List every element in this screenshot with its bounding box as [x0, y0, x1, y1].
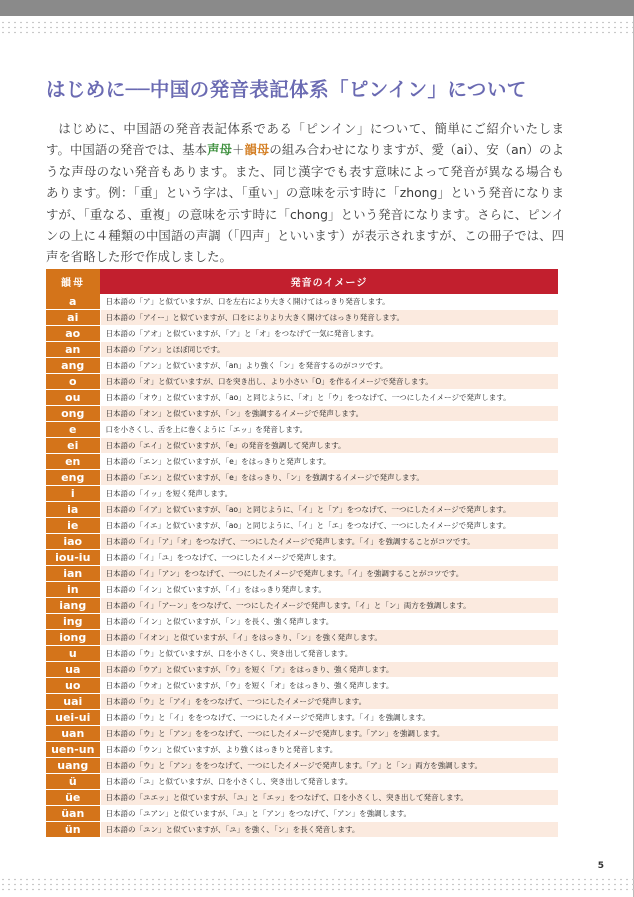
- yunmu-cell: ün: [46, 822, 100, 838]
- decorative-dots-bottom: [0, 877, 634, 891]
- pronunciation-cell: 日本語の「エイ」と似ていますが、「e」の発音を強調して発声します。: [100, 438, 558, 454]
- table-row: [46, 694, 558, 710]
- yunmu-cell: ua: [46, 662, 100, 678]
- pronunciation-cell: 日本語の「ア」と似ていますが、口を左右により大きく開けてはっきり発音します。: [100, 294, 558, 310]
- pronunciation-cell: 口を小さくし、舌を上に巻くように「エッ」を発音します。: [100, 422, 558, 438]
- table-row: [46, 374, 558, 390]
- table-row: [46, 726, 558, 742]
- yunmu-cell: uang: [46, 758, 100, 774]
- pronunciation-cell: 日本語の「ウ」と「イ」ををつなげて、一つにしたイメージで発声します。「イ」を強調します。: [100, 710, 558, 726]
- table-row: [46, 710, 558, 726]
- pronunciation-cell: 日本語の「ユエッ」と似ていますが、「ユ」と「エッ」をつなげて、口を小さくし、突き出して発音します。: [100, 790, 558, 806]
- table-row: [46, 614, 558, 630]
- pronunciation-cell: 日本語の「イッ」を短く発声します。: [100, 486, 558, 502]
- page-title: はじめに──中国の発音表記体系「ピンイン」について: [46, 78, 527, 101]
- table-row: [46, 790, 558, 806]
- pronunciation-cell: 日本語の「ユン」と似ていますが、「ユ」を強く、「ン」を長く発音します。: [100, 822, 558, 838]
- plus-sign: ＋: [232, 142, 245, 158]
- table-row: [46, 774, 558, 790]
- yunmu-cell: ong: [46, 406, 100, 422]
- yunmu-cell: ai: [46, 310, 100, 326]
- table-row: [46, 742, 558, 758]
- intro-text-2: の組み合わせになりますが、愛（ai）、安（an）のような声母のない発音もあります。また、同じ漢字でも表す意味によって発音が異なる場合もあります。例：「重」という字は、「重い」の意味を示す時に「zhong」という発音になりますが、「重なる、重複」の意味を示す時に「chong」という発音になります。さらに、ピンインの上に４種類の中国語の声調（「四声」といいます）が表示されますが、この冊子では、四声を省略した形で作成しました。: [46, 142, 565, 265]
- pronunciation-cell: 日本語の「ウオ」と似ていますが、「ウ」を短く「オ」をはっきり、強く発声します。: [100, 678, 558, 694]
- yunmu-cell: uen-un: [46, 742, 100, 758]
- table-row: [46, 758, 558, 774]
- pronunciation-cell: 日本語の「ウ」と「アン」ををつなげて、一つにしたイメージで発声します。「アン」を強調します。: [100, 726, 558, 742]
- pronunciation-cell: 日本語の「ユ」と似ていますが、口を小さくし、突き出して発音します。: [100, 774, 558, 790]
- pronunciation-cell: 日本語の「イン」と似ていますが、「イ」をはっきり発声します。: [100, 582, 558, 598]
- yunmu-term: 韻母: [244, 142, 270, 158]
- yunmu-cell: an: [46, 342, 100, 358]
- pronunciation-cell: 日本語の「イア」と似ていますが、「ao」と同じように、「イ」と「ア」をつなげて、一つにしたイメージで発声します。: [100, 502, 558, 518]
- intro-paragraph: [46, 118, 564, 268]
- yunmu-cell: en: [46, 454, 100, 470]
- table-row: [46, 534, 558, 550]
- table-row: [46, 358, 558, 374]
- yunmu-cell: ou: [46, 390, 100, 406]
- pronunciation-cell: 日本語の「エン」と似ていますが、「e」をはっきり、「ン」を強調するイメージで発声します。: [100, 470, 558, 486]
- table-row: [46, 646, 558, 662]
- table-row: [46, 390, 558, 406]
- yunmu-cell: e: [46, 422, 100, 438]
- yunmu-cell: ian: [46, 566, 100, 582]
- table-row: [46, 566, 558, 582]
- decorative-dots-top: [0, 20, 634, 34]
- table-row: [46, 582, 558, 598]
- yunmu-cell: iong: [46, 630, 100, 646]
- yunmu-cell: üan: [46, 806, 100, 822]
- page-number: 5: [597, 861, 604, 871]
- table-row: [46, 454, 558, 470]
- table-row: [46, 598, 558, 614]
- yunmu-cell: uo: [46, 678, 100, 694]
- pronunciation-cell: 日本語の「オウ」と似ていますが、「ao」と同じように、「オ」と「ウ」をつなげて、一つにしたイメージで発声します。: [100, 390, 558, 406]
- table-row: [46, 502, 558, 518]
- table-row: [46, 310, 558, 326]
- table-header-row: [46, 269, 558, 294]
- table-row: [46, 822, 558, 838]
- yunmu-cell: a: [46, 294, 100, 310]
- yunmu-cell: ei: [46, 438, 100, 454]
- yunmu-cell: ia: [46, 502, 100, 518]
- table-row: [46, 662, 558, 678]
- table-row: [46, 406, 558, 422]
- yunmu-cell: in: [46, 582, 100, 598]
- yunmu-cell: uan: [46, 726, 100, 742]
- pronunciation-cell: 日本語の「オ」と似ていますが、口を突き出し、より小さい「O」を作るイメージで発音します。: [100, 374, 558, 390]
- pronunciation-cell: 日本語の「ウ」と「アン」ををつなげて、一つにしたイメージで発声します。「ア」と「ン」両方を強調します。: [100, 758, 558, 774]
- top-band: [0, 0, 634, 16]
- yunmu-cell: i: [46, 486, 100, 502]
- header-yunmu: 韻母: [46, 269, 100, 294]
- pronunciation-cell: 日本語の「イ」「アン」をつなげて、一つにしたイメージで発声します。「イ」を強調することがコツです。: [100, 566, 558, 582]
- table-row: [46, 470, 558, 486]
- table-row: [46, 630, 558, 646]
- pronunciation-cell: 日本語の「ウン」と似ていますが、より強くはっきりと発音します。: [100, 742, 558, 758]
- yunmu-cell: iang: [46, 598, 100, 614]
- table-body: [46, 294, 558, 838]
- pronunciation-cell: 日本語の「イ」「ア」「オ」をつなげて、一つにしたイメージで発声します。「イ」を強調することがコツです。: [100, 534, 558, 550]
- pronunciation-cell: 日本語の「オン」と似ていますが、「ン」を強調するイメージで発声します。: [100, 406, 558, 422]
- yunmu-cell: eng: [46, 470, 100, 486]
- table-row: [46, 438, 558, 454]
- table-row: [46, 678, 558, 694]
- pronunciation-cell: 日本語の「ウ」と似ていますが、口を小さくし、突き出して発音します。: [100, 646, 558, 662]
- pronunciation-cell: 日本語の「アイー」と似ていますが、口をによりより大きく開けてはっきり発音します。: [100, 310, 558, 326]
- table-row: [46, 294, 558, 310]
- pronunciation-cell: 日本語の「ウ」と「アイ」ををつなげて、一つにしたイメージで発声します。: [100, 694, 558, 710]
- yunmu-cell: ang: [46, 358, 100, 374]
- yunmu-cell: üe: [46, 790, 100, 806]
- yunmu-cell: iou-iu: [46, 550, 100, 566]
- pronunciation-cell: 日本語の「ユアン」と似ていますが、「ユ」と「アン」をつなげて、「アン」を強調します。: [100, 806, 558, 822]
- table-row: [46, 422, 558, 438]
- yunmu-cell: u: [46, 646, 100, 662]
- table-row: [46, 486, 558, 502]
- yunmu-cell: ü: [46, 774, 100, 790]
- pronunciation-cell: 日本語の「エン」と似ていますが、「e」をはっきりと発声します。: [100, 454, 558, 470]
- pronunciation-cell: 日本語の「イ」「ユ」をつなげて、一つにしたイメージで発声します。: [100, 550, 558, 566]
- table-row: [46, 806, 558, 822]
- pronunciation-cell: 日本語の「アオ」と似ていますが、「ア」と「オ」をつなげて一気に発音します。: [100, 326, 558, 342]
- pronunciation-cell: 日本語の「イエ」と似ていますが、「ao」と同じように、「イ」と「エ」をつなげて、一つにしたイメージで発声します。: [100, 518, 558, 534]
- yunmu-cell: o: [46, 374, 100, 390]
- yunmu-cell: uei-ui: [46, 710, 100, 726]
- yunmu-cell: ing: [46, 614, 100, 630]
- yunmu-cell: uai: [46, 694, 100, 710]
- intro-text-1: はじめに、中国語の発音表記体系である「ピンイン」について、簡単にご紹介いたします。中国語の発音では、基本: [46, 121, 564, 158]
- yunmu-cell: iao: [46, 534, 100, 550]
- pronunciation-cell: 日本語の「アン」と似ていますが、「an」より強く「ン」を発音するのがコツです。: [100, 358, 558, 374]
- table-row: [46, 518, 558, 534]
- table-row: [46, 342, 558, 358]
- shengmu-term: 声母: [207, 142, 232, 158]
- table-row: [46, 550, 558, 566]
- header-pronunciation: 発音のイメージ: [100, 269, 558, 294]
- yunmu-cell: ao: [46, 326, 100, 342]
- pronunciation-cell: 日本語の「イ」「アーン」をつなげて、一つにしたイメージで発声します。「イ」と「ン」両方を強調します。: [100, 598, 558, 614]
- table-row: [46, 326, 558, 342]
- pronunciation-cell: 日本語の「ウア」と似ていますが、「ウ」を短く「ア」をはっきり、強く発声します。: [100, 662, 558, 678]
- pronunciation-cell: 日本語の「イオン」と似ていますが、「イ」をはっきり、「ン」を強く発声します。: [100, 630, 558, 646]
- yunmu-cell: ie: [46, 518, 100, 534]
- pronunciation-cell: 日本語の「イン」と似ていますが、「ン」を長く、強く発声します。: [100, 614, 558, 630]
- pronunciation-cell: 日本語の「アン」とほぼ同じです。: [100, 342, 558, 358]
- yunmu-table: [46, 269, 558, 838]
